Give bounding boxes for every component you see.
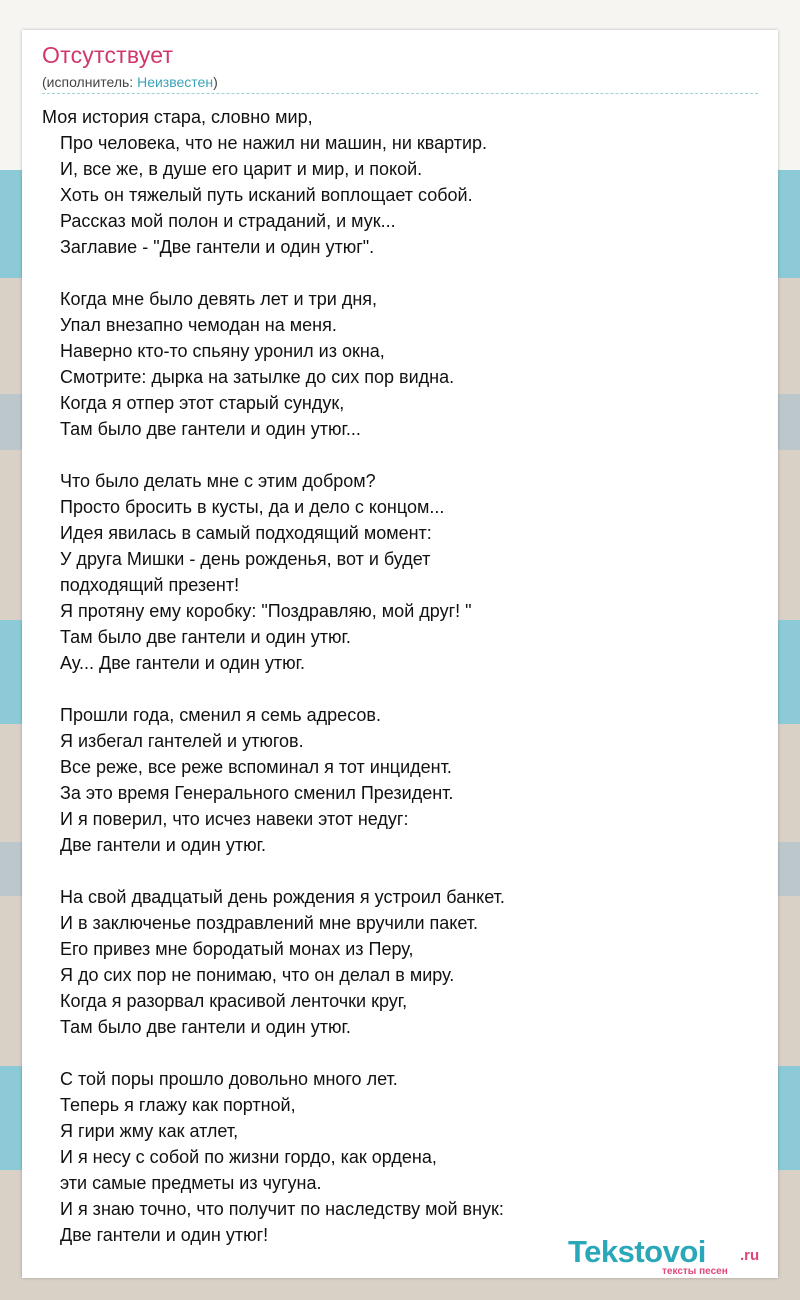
lyrics-line: Хоть он тяжелый путь исканий воплощает собой.	[60, 185, 473, 205]
lyrics-line: У друга Мишки - день рожденья, вот и будет	[60, 549, 431, 569]
lyrics-line: Когда я разорвал красивой ленточки круг,	[60, 991, 408, 1011]
lyrics-line: Заглавие - "Две гантели и один утюг".	[60, 237, 375, 257]
logo-tagline: тексты песен	[662, 1266, 728, 1277]
artist-link[interactable]: Неизвестен	[137, 74, 214, 90]
lyrics-line: Идея явилась в самый подходящий момент:	[60, 523, 432, 543]
lyrics-line: Наверно кто-то спьяну уронил из окна,	[60, 341, 385, 361]
lyrics-line: И, все же, в душе его царит и мир, и покой.	[60, 159, 423, 179]
lyrics-line: Прошли года, сменил я семь адресов.	[60, 705, 381, 725]
title-divider	[42, 93, 758, 94]
lyrics-line: И я поверил, что исчез навеки этот недуг:	[60, 809, 409, 829]
artist-prefix: (исполнитель:	[42, 74, 138, 90]
lyrics-blank-line	[42, 260, 762, 286]
lyrics-line: Там было две гантели и один утюг.	[60, 627, 351, 647]
lyrics-line: Я до сих пор не понимаю, что он делал в миру.	[60, 965, 455, 985]
lyrics-line: На свой двадцатый день рождения я устроил банкет.	[60, 887, 505, 907]
logo-domain: .ru	[740, 1247, 760, 1264]
lyrics-line: Я избегал гантелей и утюгов.	[60, 731, 304, 751]
site-logo[interactable]	[568, 1234, 778, 1280]
lyrics-line: Смотрите: дырка на затылке до сих пор видна.	[60, 367, 455, 387]
artist-line	[42, 74, 218, 90]
lyrics-line: За это время Генерального сменил Президент.	[60, 783, 454, 803]
lyrics-line: эти самые предметы из чугуна.	[60, 1173, 322, 1193]
artist-suffix: )	[213, 74, 218, 90]
lyrics-line: Когда я отпер этот старый сундук,	[60, 393, 345, 413]
lyrics-line: Рассказ мой полон и страданий, и мук...	[60, 211, 396, 231]
lyrics-line: И я несу с собой по жизни гордо, как ордена,	[60, 1147, 437, 1167]
lyrics-line: Когда мне было девять лет и три дня,	[60, 289, 378, 309]
lyrics-line: Что было делать мне с этим добром?	[60, 471, 376, 491]
lyrics-line: Там было две гантели и один утюг.	[60, 1017, 351, 1037]
lyrics-line: И я знаю точно, что получит по наследству мой внук:	[60, 1199, 504, 1219]
lyrics-blank-line	[42, 676, 762, 702]
lyrics-line: Просто бросить в кусты, да и дело с концом...	[60, 497, 445, 517]
lyrics-line: Две гантели и один утюг.	[60, 835, 266, 855]
lyrics-line: Я гири жму как атлет,	[60, 1121, 239, 1141]
logo-name: Tekstovoi	[568, 1234, 706, 1269]
lyrics-line: подходящий презент!	[60, 575, 240, 595]
lyrics-line: Там было две гантели и один утюг...	[60, 419, 361, 439]
lyrics-line: Упал внезапно чемодан на меня.	[60, 315, 337, 335]
lyrics-line: Теперь я глажу как портной,	[60, 1095, 296, 1115]
lyrics-blank-line	[42, 1040, 762, 1066]
lyrics-line: Про человека, что не нажил ни машин, ни квартир.	[60, 133, 488, 153]
lyrics-line: Я протяну ему коробку: "Поздравляю, мой друг! "	[60, 601, 472, 621]
lyrics-blank-line	[42, 442, 762, 468]
lyrics-line: И в заключенье поздравлений мне вручили пакет.	[60, 913, 479, 933]
lyrics-line: Его привез мне бородатый монах из Перу,	[60, 939, 414, 959]
lyrics-text	[42, 104, 762, 1248]
song-title: Отсутствует	[42, 42, 174, 68]
lyrics-blank-line	[42, 858, 762, 884]
lyrics-line: Ау... Две гантели и один утюг.	[60, 653, 305, 673]
lyrics-line: С той поры прошло довольно много лет.	[60, 1069, 398, 1089]
lyrics-line: Все реже, все реже вспоминал я тот инцидент.	[60, 757, 452, 777]
lyrics-line: Моя история стара, словно мир,	[42, 107, 313, 127]
lyrics-line: Две гантели и один утюг!	[60, 1225, 269, 1245]
